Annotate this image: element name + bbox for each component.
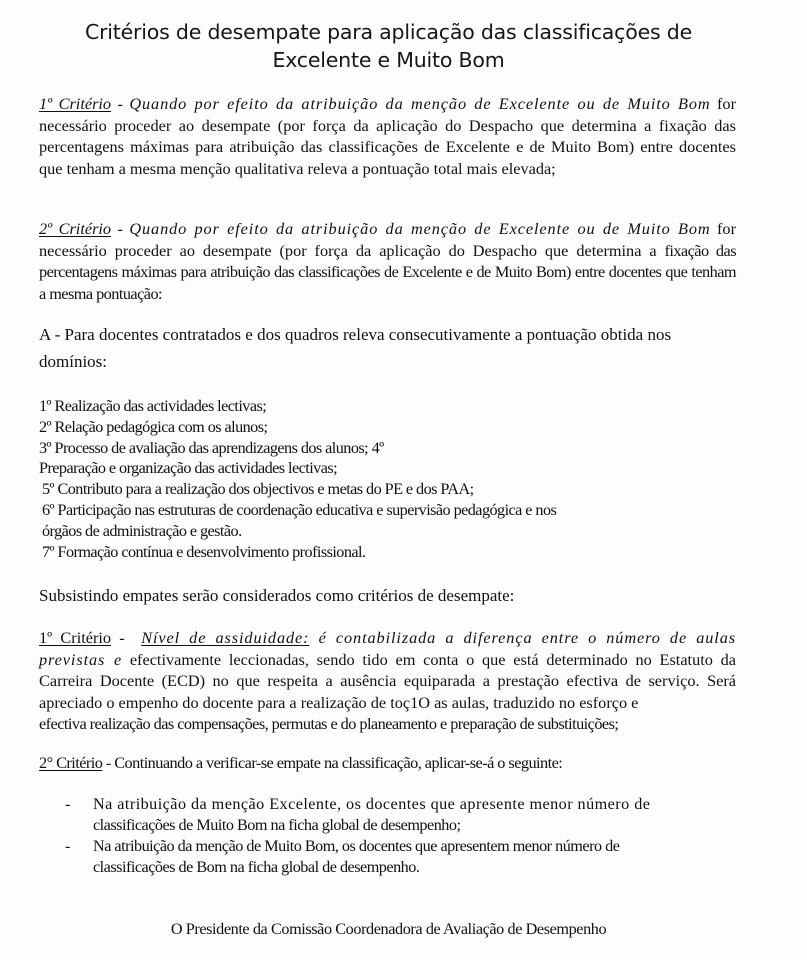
bullet-line-1: Na atribuição da menção de Muito Bom, os docentes que apresentem menor número de	[93, 837, 620, 855]
criterio-2-label: 2º Critério	[39, 219, 112, 238]
desempate-1-paragraph	[39, 627, 736, 735]
dash-bullet-icon: -	[65, 837, 71, 855]
criterio-1-label: 1º Critério	[39, 94, 112, 113]
desempate-2-paragraph	[39, 752, 736, 774]
dash-bullet-icon: -	[65, 795, 71, 813]
dominio-line: 5º Contributo para a realização dos objectivos e metas do PE e dos PAA;	[42, 480, 474, 499]
desempate-1-italic-text: é contabilizada a diferença entre o número de aulas previstas e	[39, 628, 736, 669]
criterio-2-intro: Quando por efeito da atribuição da menção de Excelente ou de Muito Bom	[129, 219, 711, 238]
criterio-1-paragraph	[39, 93, 736, 179]
desempate-1-last-line: efectiva realização das compensações, permutas e do planeamento e preparação de substituições;	[39, 714, 619, 733]
dominio-line: 1º Realização das actividades lectivas;	[39, 397, 267, 415]
criterio-2-separator: -	[111, 219, 130, 238]
desempate-bullet-list	[39, 794, 739, 878]
dominio-line: 7º Formação contínua e desenvolvimento profissional.	[42, 542, 366, 561]
criterio-2-body-line1: for necessário proceder ao desempate (por força da aplicação do Despacho que determina a	[39, 219, 736, 260]
bullet-line-1: Na atribuição da menção Excelente, os docentes que apresente menor número de	[93, 795, 651, 813]
signature-line: O Presidente da Comissão Coordenadora de Avaliação de Desempenho	[170, 920, 607, 938]
title-line-2: Excelente e Muito Bom	[272, 48, 505, 72]
section-a-paragraph: A - Para docentes contratados e dos quadros releva consecutivamente a pontuação obtida nos domínios:	[39, 325, 672, 371]
criterio-2-paragraph	[39, 218, 736, 304]
dominios-list	[39, 396, 739, 562]
desempate-1-italic-label: Nível de assiduidade:	[141, 628, 310, 647]
dominio-line: 6º Participação nas estruturas de coordenação educativa e supervisão pedagógica e nos	[42, 500, 557, 519]
subsistindo-heading: Subsistindo empates serão considerados como critérios de desempate:	[39, 586, 515, 605]
document-title	[0, 18, 777, 74]
title-line-1: Critérios de desempate para aplicação das classificações de	[84, 20, 693, 44]
criterio-1-body: for necessário proceder ao desempate (por força da aplicação do Despacho que determina a fixação das percentagens máximas para atribuição das classificações de Excelente e de Muito Bom) entre docentes que tenham a mesma menção qualitativa releva a pontuação total mais elevada;	[39, 94, 736, 178]
criterio-1-intro: Quando por efeito da atribuição da menção de Excelente ou de Muito Bom	[129, 94, 711, 113]
desempate-2-label: 2° Critério	[39, 753, 103, 772]
bullet-item	[39, 794, 739, 836]
criterio-1-separator: -	[111, 94, 130, 113]
criterio-2-body-rest: fixação das percentagens máximas para atribuição das classificações de Excelente e de Muito Bom) entre docentes que tenham a mesma pontuação:	[39, 240, 736, 303]
desempate-2-text: - Continuando a verificar-se empate na classificação, aplicar-se-á o seguinte:	[102, 753, 563, 772]
desempate-1-body: efectivamente leccionadas, sendo tido em conta o que está determinado no Estatuto da Carreira Docente (ECD) no que respeita a ausência equiparada a prestação efectiva de serviço. Será apreciado o empenho do docente para a realização de toç1O as aulas, traduzido no esforço e	[39, 649, 736, 712]
bullet-item	[39, 836, 739, 878]
dominio-line: 3º Processo de avaliação das aprendizagens dos alunos; 4º	[39, 438, 384, 457]
desempate-1-separator: -	[111, 628, 133, 647]
dominio-line: 2º Relação pedagógica com os alunos;	[39, 417, 268, 436]
dominio-line: Preparação e organização das actividades lectivas;	[39, 459, 338, 478]
desempate-1-label: 1º Critério	[39, 628, 112, 647]
dominio-line: órgãos de administração e gestão.	[42, 521, 242, 540]
bullet-line-2: classificações de Bom na ficha global de desempenho.	[93, 858, 420, 876]
bullet-line-2: classificações de Muito Bom na ficha global de desempenho;	[93, 816, 461, 834]
